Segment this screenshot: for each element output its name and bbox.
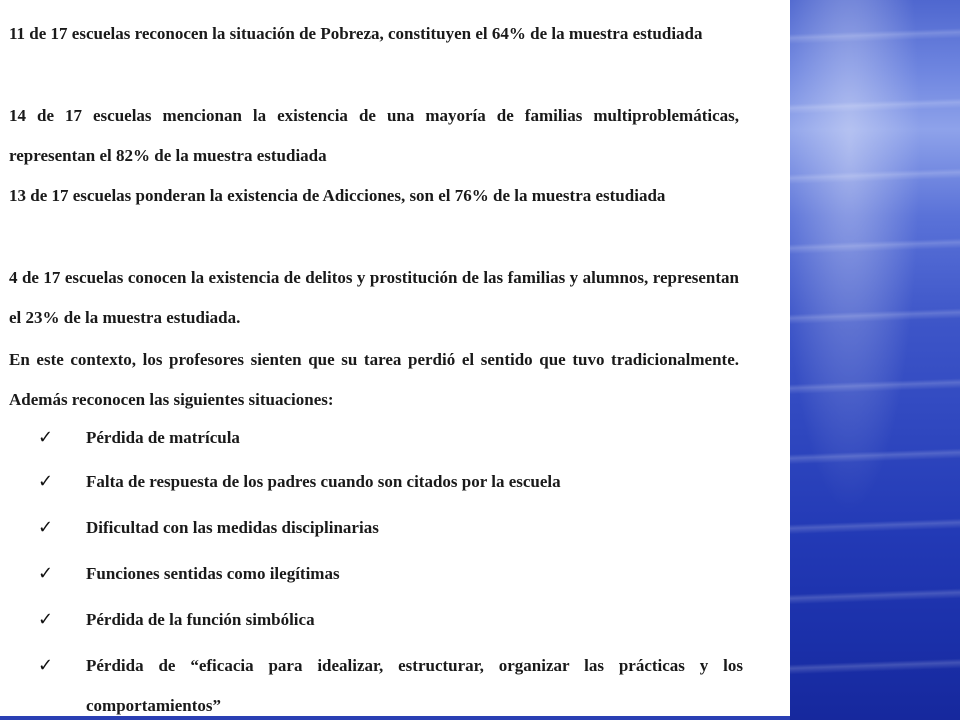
paragraph-multiproblem-families: 14 de 17 escuelas mencionan la existencia de una mayoría de familias multiproblemáticas, representan el 82% de la muestra estudiada: [9, 106, 739, 165]
list-item-text: Pérdida de la función simbólica: [86, 610, 315, 629]
checkmark-icon: ✓: [38, 471, 54, 492]
checkmark-icon: ✓: [38, 517, 54, 538]
list-item-text: Pérdida de “eficacia para idealizar, estructurar, organizar las prácticas y los comportamientos”: [86, 656, 743, 715]
bottom-divider: [0, 716, 790, 720]
paragraph-crime-prostitution: 4 de 17 escuelas conocen la existencia de delitos y prostitución de las familias y alumnos, representan el 23% de la muestra estudiada.: [9, 268, 739, 327]
paragraph-poverty: 11 de 17 escuelas reconocen la situación de Pobreza, constituyen el 64% de la muestra estudiada: [9, 24, 703, 43]
paragraph-addictions: 13 de 17 escuelas ponderan la existencia de Adicciones, son el 76% de la muestra estudiada: [9, 186, 666, 205]
list-item: [38, 554, 743, 594]
list-item: [38, 646, 743, 720]
checkmark-icon: ✓: [38, 427, 54, 448]
list-item: [38, 600, 743, 640]
paragraph-context: En este contexto, los profesores sienten que su tarea perdió el sentido que tuvo tradicionalmente. Además reconocen las siguientes situaciones:: [9, 350, 739, 409]
list-item-text: Funciones sentidas como ilegítimas: [86, 564, 340, 583]
checkmark-icon: ✓: [38, 563, 54, 584]
checkmark-icon: ✓: [38, 655, 54, 676]
list-item: [38, 418, 743, 458]
list-item-text: Pérdida de matrícula: [86, 428, 240, 447]
list-item-text: Dificultad con las medidas disciplinarias: [86, 518, 379, 537]
list-item: [38, 462, 743, 502]
list-item: [38, 508, 743, 548]
decorative-side-panel: [790, 0, 960, 720]
list-item-text: Falta de respuesta de los padres cuando son citados por la escuela: [86, 472, 561, 491]
checkmark-icon: ✓: [38, 609, 54, 630]
